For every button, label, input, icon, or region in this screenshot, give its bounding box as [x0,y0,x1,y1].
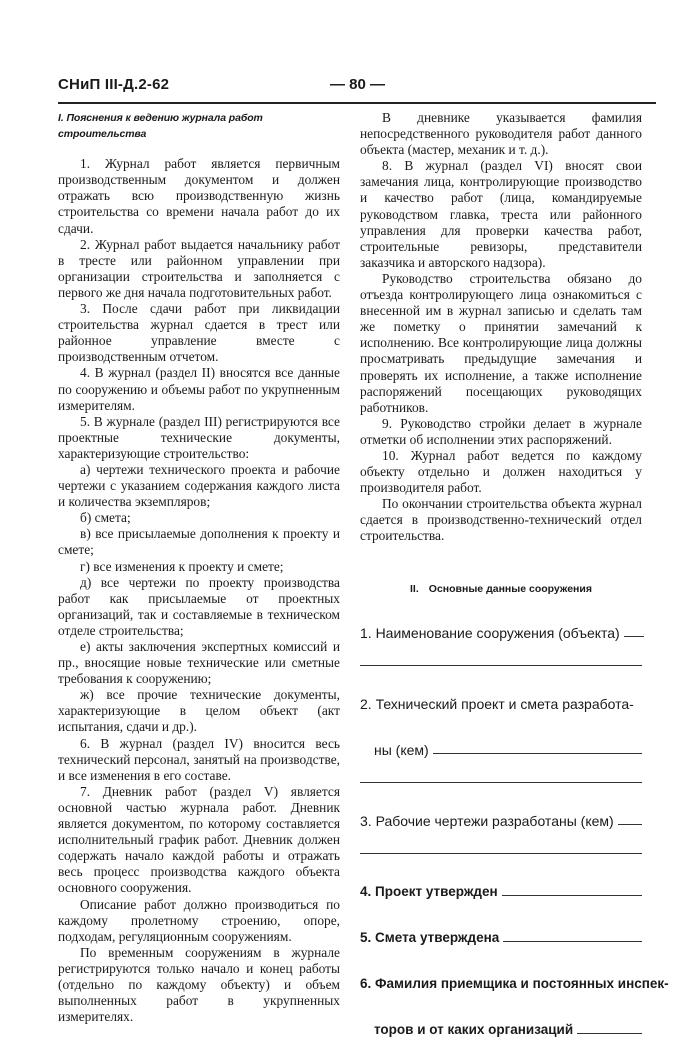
left-column [58,110,340,1025]
field-project-approved[interactable] [360,878,642,900]
list-item: в) все присылаемые дополнения к проекту и смете; [58,526,340,558]
field-project-developed [360,690,642,712]
section2-title-text: Основные данные сооружения [428,582,592,595]
field-label: 2. Технический проект и смета разработа- [360,695,634,712]
blank-line[interactable] [618,824,642,825]
blank-line[interactable] [624,636,644,637]
paragraph: Руководство строительства обязано до отъезда контролирующего лица ознакомиться с внесенной им в журнал записью и сделать там же пометку о принятии замечаний к исполнению. Все контролирующие лица должны просматривать предыдущие замечания и проверять их исполнение, а также исполнение распоряжений посещающих руководящих работников. [360,270,642,415]
field-project-developed-by[interactable] [360,736,642,758]
field-label: торов и от каких организаций [374,1021,574,1037]
paragraph: 1. Журнал работ является первичным производственным документом и должен отражать всю производственную жизнь строительства со времени начала работ до их сдачи. [58,156,340,236]
list-item: б) смета; [80,510,131,526]
field-label: ны (кем) [374,741,429,758]
paragraph: 5. В журнале (раздел III) регистрируются все проектные технические документы, характеризующие строительство: [58,413,340,461]
field-drawings-developed[interactable] [360,807,642,829]
paragraph: 7. Дневник работ (раздел V) является основной частью журнала работ. Дневник является документом, по которому составляется исполнительный график работ. Дневник должен содержать начало каждой работы и отражать весь процесс производства каждого объекта основного сооружения. [58,783,340,896]
field-label: 3. Рабочие чертежи разработаны (кем) [360,812,614,829]
section1-title: I. Пояснения к ведению журнала работ строительства [58,112,263,141]
field-structure-name[interactable] [360,619,642,641]
right-column [360,110,669,1062]
blank-line[interactable] [433,753,642,754]
paragraph: 9. Руководство стройки делает в журнале отметки об исполнении этих распоряжений. [360,415,642,447]
page-number: — 80 — [330,76,386,93]
paragraph: По временным сооружениям в журнале регистрируются только начало и конец работы (отдельно по каждому объекту) и объем выполненных работ в укрупненных измерителях. [58,944,340,1025]
blank-line[interactable] [360,782,642,783]
blank-line[interactable] [360,853,642,854]
paragraph: 4. В журнал (раздел II) вносятся все данные по сооружению и объемы работ по укрупненным измерителям. [58,365,340,413]
field-label: 5. Смета утверждена [360,929,500,945]
blank-line[interactable] [360,665,642,666]
field-estimate-approved[interactable] [360,924,642,946]
blank-line[interactable] [503,941,642,942]
paragraph: 2. Журнал работ выдается начальнику работ в тресте или районном управлении при организации строительства и заполняется с первого же дня начала подготовительных работ. [58,236,340,300]
section2-number: II. [410,582,419,595]
field-inspectors-orgs[interactable] [360,1016,642,1038]
list-item: г) все изменения к проекту и смете; [80,558,284,574]
field-label: 6. Фамилия приемщика и постоянных инспек- [360,975,669,991]
field-label: 1. Наименование сооружения (объекта) [360,624,620,641]
field-label: 4. Проект утвержден [360,883,498,899]
paragraph: 8. В журнал (раздел VI) вносят свои замечания лица, контролирующие производство и качество работ (лица, командируемые руководством главка, треста или районного управления для проверки качества работ, строительные ревизоры, представители заказчика и авторского надзора). [360,158,642,270]
paragraph: По окончании строительства объекта журнал сдается в производственно-технический отдел строительства. [360,496,642,544]
list-item: д) все чертежи по проекту производства работ как присылаемые от проектных организаций, так и составляемые в техническом отделе строительства; [58,574,340,638]
blank-line[interactable] [577,1033,642,1034]
blank-line[interactable] [502,895,642,896]
paragraph: Описание работ должно производиться по каждому пролетному строению, опоре, подходам, регуляционным сооружениям. [58,896,340,944]
list-item: е) акты заключения экспертных комиссий и пр., вносящие новые технические или сметные требования к сооружению; [58,639,340,687]
document-code: СНиП III-Д.2-62 [58,76,170,93]
section2-title [360,581,642,597]
header-rule [58,102,656,104]
paragraph: 10. Журнал работ ведется по каждому объекту отдельно и должен находиться у производителя работ. [360,447,642,496]
list-item: а) чертежи технического проекта и рабочие чертежи с указанием содержания каждого листа и количества экземпляров; [58,461,340,510]
paragraph: В дневнике указывается фамилия непосредственного руководителя работ данного объекта (мастер, механик и т. д.). [360,110,642,158]
field-inspectors [360,970,669,992]
list-item: ж) все прочие технические документы, характеризующие в целом объект (акт испытания, сдачи и др.). [58,687,340,735]
paragraph: 6. В журнал (раздел IV) вносится весь технический персонал, занятый на производстве, и все изменения в его составе. [58,735,340,783]
page-header [58,76,658,100]
paragraph: 3. После сдачи работ при ликвидации строительства журнал сдается в трест или районное управление вместе с производственным отчетом. [58,301,340,365]
